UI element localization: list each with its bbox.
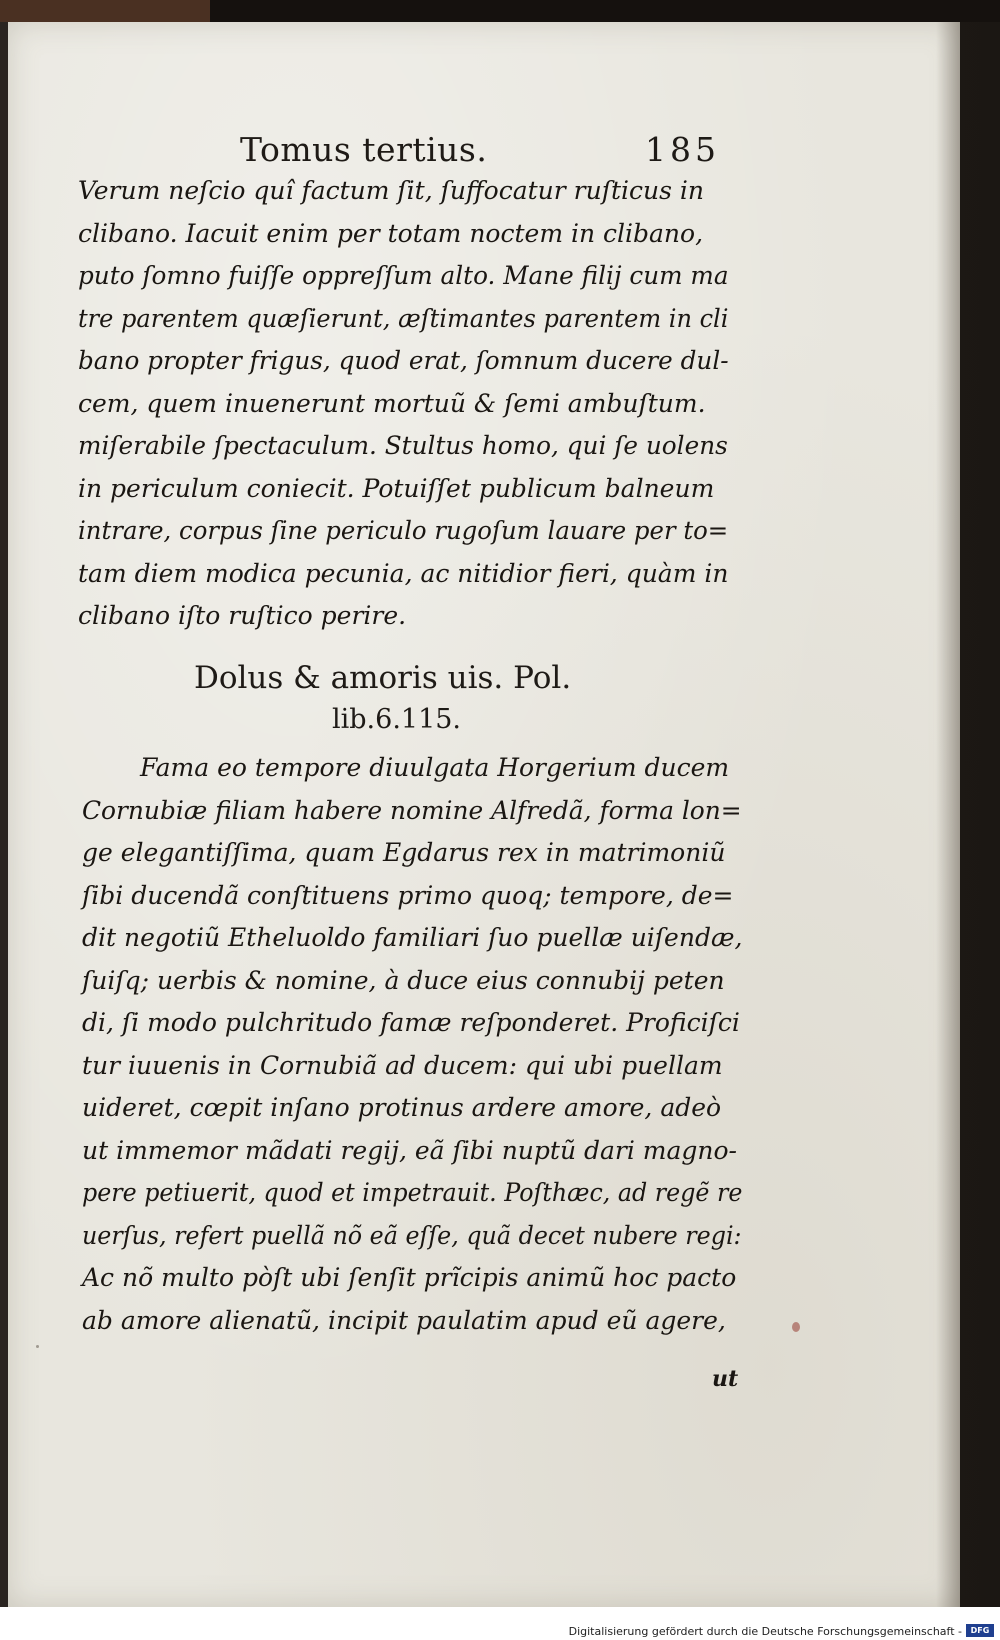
text-line: Fama eo tempore diuulgata Horgerium ducem — [140, 753, 730, 782]
text-line: pere petiuerit, quod et impetrauit. Poſthæc, ad regẽ re — [82, 1178, 743, 1207]
text-line: Cornubiæ filiam habere nomine Alfredã, forma lon= — [82, 795, 742, 825]
text-line: clibano iſto ruſtico perire. — [78, 601, 407, 630]
text-line: cem, quem inuenerunt mortuũ & ſemi ambuſtum. — [78, 388, 706, 418]
paragraph-2 — [82, 747, 742, 1342]
running-title: Tomus tertius. — [240, 130, 488, 169]
text-line: ut immemor mãdati regij, eã ſibi nuptũ dari magno- — [82, 1135, 738, 1165]
text-line: puto ſomno fuiſſe oppreſſum alto. Mane filij cum ma — [78, 261, 729, 290]
catchword: ut — [712, 1366, 739, 1392]
text-line: dit negotiũ Etheluoldo familiari ſuo puellæ uiſendæ, — [82, 923, 743, 952]
text-line: Verum neſcio quî factum ſit, ſuffocatur ruſticus in — [78, 176, 704, 205]
section-heading: Dolus & amoris uis. Pol. — [194, 660, 572, 696]
section-source: lib.6.115. — [332, 704, 462, 735]
paper-speck — [36, 1345, 39, 1348]
dfg-logo: DFG — [966, 1624, 994, 1637]
text-line: clibano. Iacuit enim per totam noctem in clibano, — [78, 218, 704, 248]
page-number: 185 — [645, 130, 720, 169]
text-line: tam diem modica pecunia, ac nitidior fieri, quàm in — [78, 558, 729, 588]
text-line: uerſus, refert puellã nõ eã eſſe, quã decet nubere regi: — [82, 1220, 742, 1250]
paragraph-1 — [78, 170, 728, 638]
paper-speck — [792, 1322, 800, 1332]
page-edge-shadow — [936, 22, 960, 1607]
text-line: tre parentem quæſierunt, æſtimantes parentem in cli — [78, 303, 729, 333]
text-line: ſuiſq; uerbis & nomine, à duce eius connubij peten — [82, 965, 725, 995]
text-line: tur iuuenis in Cornubiã ad ducem: qui ubi puellam — [82, 1050, 723, 1080]
text-line: intrare, corpus ſine periculo rugoſum lauare per to= — [78, 516, 729, 545]
text-line: ſibi ducendã conſtituens primo quoq; tempore, de= — [82, 880, 734, 910]
text-line: Ac nõ multo pòſt ubi ſenſit prĩcipis animũ hoc pacto — [82, 1263, 737, 1292]
text-line: in periculum coniecit. Potuiſſet publicum balneum — [78, 473, 715, 503]
text-line: ab amore alienatũ, incipit paulatim apud eũ agere, — [82, 1305, 726, 1335]
binding-edge — [0, 0, 210, 22]
text-line: di, ſi modo pulchritudo famæ reſponderet. Proficiſci — [82, 1008, 740, 1037]
text-line: ge elegantiſſima, quam Egdarus rex in matrimoniũ — [82, 838, 726, 867]
text-line: miſerabile ſpectaculum. Stultus homo, qui ſe uolens — [78, 431, 728, 460]
text-line: bano propter frigus, quod erat, ſomnum ducere dul- — [78, 346, 729, 375]
funding-credit: Digitalisierung gefördert durch die Deutsche Forschungsgemeinschaft - — [568, 1625, 962, 1638]
text-line: uideret, cœpit inſano protinus ardere amore, adeò — [82, 1093, 722, 1122]
